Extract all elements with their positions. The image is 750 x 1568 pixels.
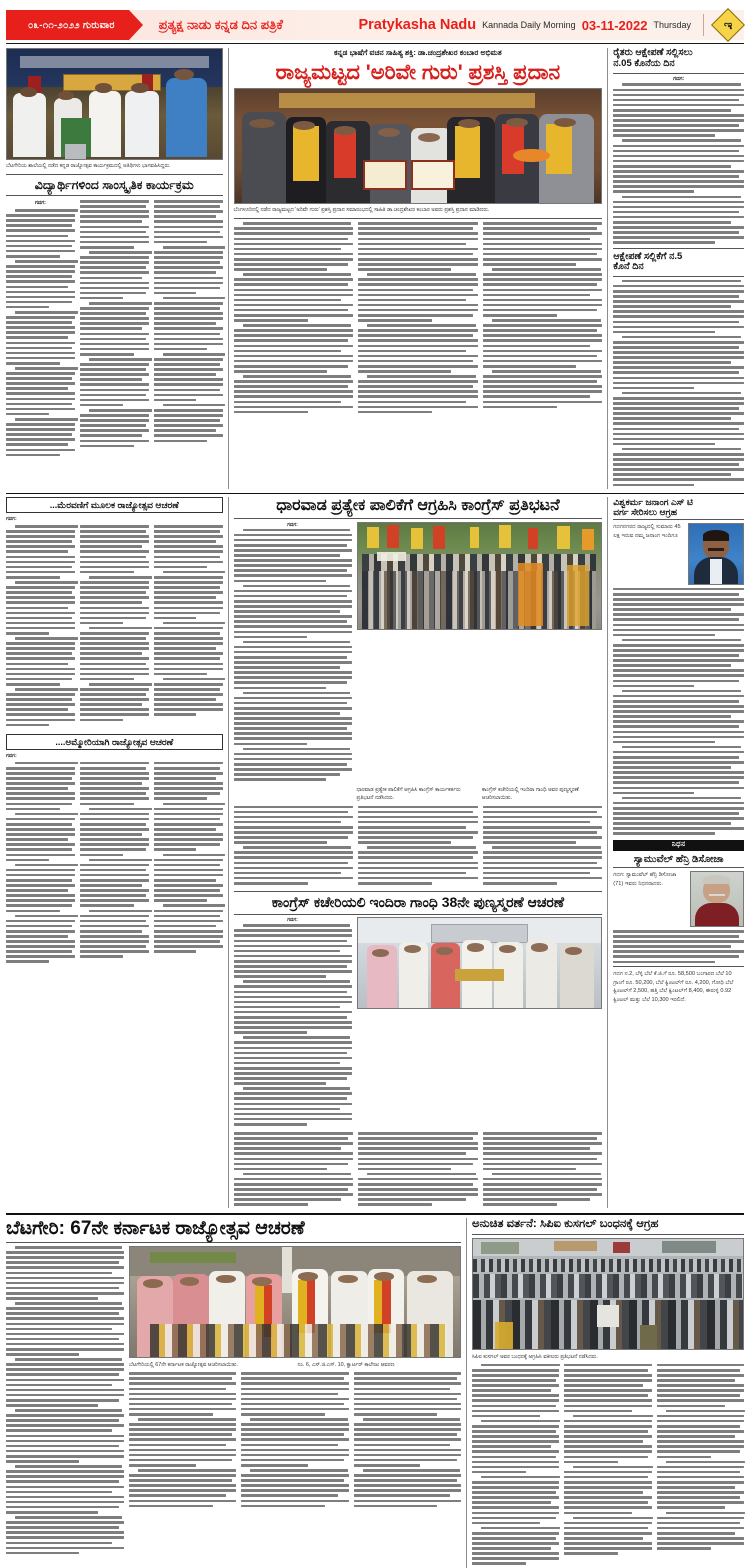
lead-kicker: ಕನ್ನಡ ಭಾಷೆಗೆ ವಚನ ಸಾಹಿತ್ಯ ಶಕ್ತಿ: ಡಾ.ಚಂದ್ರಶೇಖರ ಕಂಬಾರ ಅಭಿಮತ xyxy=(334,48,502,58)
mid-band-top-rule xyxy=(6,493,744,494)
mid-center-lead-word: ಗದಗ: xyxy=(287,521,298,528)
lead-headline: ರಾಜ್ಯಮಟ್ಟದ 'ಅರಿವೇ ಗುರು' ಪ್ರಶಸ್ತಿ ಪ್ರದಾನ xyxy=(275,60,561,84)
bottom-right-caption: ಸಿಪಿಐ ಕುಸಗಲ್ ಅವರ ಬಂಧನಕ್ಕೆ ಆಗ್ರಹಿಸಿ ವಕೀಲರು ಪ್ರತಿಭಟನೆ ನಡೆಸಿದರು. xyxy=(472,1353,598,1360)
bottom-left-note-1: ನಂ. 6, ಎಸ್.ಜಿ.ಎಸ್. 10, ಕ್ವಾರ್ಟರ್ ಕಾಲೇಜು ಆವರಣ xyxy=(297,1362,395,1369)
mid-center2-col-a xyxy=(234,917,352,1128)
left-top-photo-caption: ಬೆಟಗೇರಿಯ ಶಾಲೆಯಲ್ಲಿ ನಡೆದ ಕನ್ನಡ ರಾಜ್ಯೋತ್ಸವ ಕಾರ್ಯಕ್ರಮದಲ್ಲಿ ಅತಿಥಿಗಳು ಭಾಗವಹಿಸಿದ್ದರು. xyxy=(6,163,171,170)
bottom-divider xyxy=(466,1218,467,1568)
bottom-right-rule xyxy=(472,1234,744,1235)
bottom-left-col-a xyxy=(6,1246,124,1557)
mid-center2-lead-word: ಗದಗ: xyxy=(287,917,298,924)
lead-photo xyxy=(234,88,603,204)
bottom-left-section xyxy=(6,1218,461,1568)
mid-center-caption-left: ಧಾರವಾಡ ಪ್ರತ್ಯೇಕ ಪಾಲಿಕೆಗೆ ಆಗ್ರಹಿಸಿ ಕಾಂಗ್ರೆಸ್ ಕಾರ್ಯಕರ್ತರು ಪ್ರತಿಭಟನೆ ನಡೆಸಿದರು. xyxy=(356,787,461,802)
obituary-extra-lines xyxy=(613,930,744,963)
mid-center2-photo-block xyxy=(357,917,603,1128)
mid-center2-body-columns xyxy=(234,1132,603,1208)
mid-center-body-columns xyxy=(234,806,603,888)
left-lead-word: ಗದಗ: xyxy=(34,200,46,207)
left-top-headline: ವಿದ್ಯಾರ್ಥಿಗಳಿಂದ ಸಾಂಸ್ಕೃತಿಕ ಕಾರ್ಯಕ್ರಮ xyxy=(34,178,194,193)
mid-right-body xyxy=(613,588,744,835)
mid-left2-col-1 xyxy=(6,762,75,966)
mid-right-headline-line2: ವರ್ಗ ಸೇರಿಸಲು ಆಗ್ರಹ xyxy=(613,507,677,517)
left-column xyxy=(6,48,223,488)
masthead-divider xyxy=(703,14,704,36)
mid-left-col-3 xyxy=(154,525,223,729)
bottom-right-col-1 xyxy=(472,1364,559,1568)
right-rule-2 xyxy=(613,248,744,249)
center-body-col-2 xyxy=(358,222,478,416)
center-column xyxy=(234,48,603,488)
masthead-logo-glyph: ಇ xyxy=(723,16,733,32)
mid-divider-1 xyxy=(228,497,229,1209)
left-body-col-2 xyxy=(80,200,149,459)
right-headline-2-line1: ಆಕ್ಷೇಪಣೆ ಸಲ್ಲಿಕೆಗೆ ನ.5 xyxy=(613,250,683,262)
masthead-right-group xyxy=(358,13,744,37)
center-body-col-1 xyxy=(234,222,354,416)
mid-divider-2 xyxy=(607,497,608,1209)
right-headline-1-line1: ರೈತರು ಆಕ್ಷೇಪಣೆ ಸಲ್ಲಿಸಲು xyxy=(613,47,693,59)
mid-center-second-row xyxy=(234,917,603,1128)
indira-memorial-photo xyxy=(357,917,603,1009)
mid-left-column xyxy=(6,497,223,1209)
masthead-kannada-title: ಪ್ರತ್ಯಕ್ಷ ನಾಡು ಕನ್ನಡ ದಿನ ಪತ್ರಿಕೆ xyxy=(158,17,283,32)
bottom-left-b-col-2 xyxy=(241,1372,348,1510)
top-zone xyxy=(6,48,744,488)
mid-center2-b-col-2 xyxy=(358,1132,478,1208)
bottom-right-col-2 xyxy=(564,1364,651,1568)
bottom-left-caption: ಬೆಟಗೇರಿಯಲ್ಲಿ 67ನೇ ಕರ್ನಾಟಕ ರಾಜ್ಯೋತ್ಸವ ಆಚರಿಸಲಾಯಿತು. xyxy=(129,1362,238,1369)
right-rule-3 xyxy=(613,276,744,277)
mid-right-intro-row xyxy=(613,523,744,585)
bottom-left-b-col-3 xyxy=(354,1372,461,1510)
mid-center-photo-block xyxy=(357,522,603,784)
bottom-right-headline: ಅನುಚಿತ ವರ್ತನೆ: ಸಿಪಿಐ ಕುಸಗಲ್ ಬಂಧನಕ್ಕೆ ಆಗ್ರಹ xyxy=(472,1218,659,1231)
mid-center2-b-col-1 xyxy=(234,1132,354,1208)
obituary-name: ಸ್ಯಾಮುವೆಲ್ ಹೆನ್ರಿ ಡಿಸೋಜಾ xyxy=(633,853,724,865)
mid-center2-b-col-3 xyxy=(483,1132,603,1208)
mid-left-body-columns-2 xyxy=(6,762,223,966)
market-footer-text: ಗದಗ ನ.2, ಬೆಳ್ಳಿ ಬೆಲೆ ಕೆ.ಜಿ.ಗೆ ರೂ. 58,500 ಬಂಗಾರದ ಬೆಲೆ 10 ಗ್ರಾಂಗೆ ರೂ. 50,200, ಬೆಲೆ ಕ್ವಿಂಟಲ್‌ಗೆ ರೂ. 4,200, ಗೋಧಿ ಬೆಲೆ ಕ್ವಿಂಟಲ್‌ಗೆ 2,500, ಹತ್ತಿ ಬೆಲೆ ಕ್ವಿಂಟಲ್‌ಗೆ 8,400, ಈರುಳ್ಳಿ 0.92 ಕ್ವಿಂಟಲ್ ಮತ್ತು ಬೆಲೆ 10,300 ಇರಲಿದೆ. xyxy=(613,970,734,1003)
mid-right-headline-line1: ವಿಶ್ವಕರ್ಮ ಜನಾಂಗ ಎಸ್ ಟಿ xyxy=(613,496,693,507)
bottom-right-body-columns xyxy=(472,1364,744,1568)
mid-left-headline2-box xyxy=(6,734,223,750)
mid-center-b-col-1 xyxy=(234,806,354,888)
mid-left-headline-box xyxy=(6,497,223,513)
center-body-col-3 xyxy=(483,222,603,416)
obituary-portrait-photo xyxy=(690,871,744,927)
right-rule-1 xyxy=(613,73,744,74)
mid-right-column xyxy=(613,497,744,1209)
column-divider-2 xyxy=(607,48,608,488)
bottom-left-b-col-1 xyxy=(129,1372,236,1510)
left-body-col-1 xyxy=(6,200,75,459)
masthead-brand-subtitle: Kannada Daily Morning xyxy=(482,20,576,30)
mid-right-rule xyxy=(613,519,744,520)
mid-center-top-row xyxy=(234,522,603,784)
obituary-row xyxy=(613,871,744,927)
mid-center-rule-2 xyxy=(234,891,603,892)
bottom-left-rule xyxy=(6,1242,461,1243)
obituary-bar: ನಿಧನ xyxy=(613,840,744,851)
mid-left-headline-2: ....ಅಮ್ಮೋರಿಯಾಗಿ ರಾಜ್ಯೋತ್ಸವ ಆಚರಣೆ xyxy=(55,736,174,747)
masthead xyxy=(6,10,744,40)
column-divider-1 xyxy=(228,48,229,488)
lawyers-protest-photo xyxy=(472,1238,744,1350)
bottom-left-photo-block xyxy=(129,1246,461,1557)
mid-center-b-col-3 xyxy=(483,806,603,888)
mid-center-caption-row xyxy=(234,786,603,802)
left-body-col-3 xyxy=(154,200,223,459)
mid-center-caption-right: ಕಾಂಗ್ರೆಸ್ ಕಚೇರಿಯಲ್ಲಿ ಇಂದಿರಾ ಗಾಂಧಿ ಅವರ ಪುಣ್ಯಸ್ಮರಣೆ ಆಚರಿಸಲಾಯಿತು. xyxy=(481,787,579,802)
masthead-date-tab: ೦೩-೧೧-೨೦೨೨ ಗುರುವಾರ xyxy=(6,10,129,40)
mid-center-column xyxy=(234,497,603,1209)
bottom-band-rule xyxy=(6,1212,744,1215)
bottom-right-col-3 xyxy=(657,1364,744,1568)
mid-center-b-col-2 xyxy=(358,806,478,888)
right-body-2 xyxy=(613,280,744,486)
bottom-left-content xyxy=(6,1246,461,1557)
right-column xyxy=(613,48,744,488)
mid-left-headline: ...ಮೆರವಣಿಗೆ ಮೂಲಕ ರಾಜ್ಯೋತ್ಸವ ಆಚರಣೆ xyxy=(49,499,179,510)
mid-left-body-columns xyxy=(6,525,223,729)
vishwakarma-portrait-photo xyxy=(688,523,744,585)
market-rule xyxy=(613,966,744,967)
left-caption-rule xyxy=(6,174,223,175)
mid-left2-col-2 xyxy=(80,762,149,966)
mid-center-col-a xyxy=(234,522,352,784)
right-headline-2-line2: ಕೊನೆ ದಿನ xyxy=(613,261,644,273)
mid-center-rule xyxy=(234,518,603,519)
masthead-diamond-logo-icon xyxy=(711,8,745,42)
rajyotsava-salute-photo xyxy=(129,1246,461,1358)
obituary-body: ಗದಗ: ಸ್ಯಾಮುವೆಲ್ ಹೆನ್ರಿ ಡಿಸೋಜಾ (71) ಇವರು ನಿಧನರಾದರು. xyxy=(613,871,677,887)
mid-left2-col-3 xyxy=(154,762,223,966)
right-headline-1-line2: ನ.05 ಕೊನೆಯ ದಿನ xyxy=(613,58,675,70)
mid-band xyxy=(6,497,744,1209)
bottom-left-headline: ಬೆಟಗೇರಿ: 67ನೇ ಕರ್ನಾಟಕ ರಾಜ್ಯೋತ್ಸವ ಆಚರಣೆ xyxy=(6,1218,305,1240)
protest-crowd-photo xyxy=(357,522,603,630)
bottom-left-body-columns xyxy=(129,1372,461,1510)
left-headline-rule xyxy=(6,195,223,196)
bottom-band xyxy=(6,1218,744,1568)
center-body-columns xyxy=(234,222,603,416)
left-body-columns xyxy=(6,200,223,459)
bottom-left-caption-row xyxy=(129,1361,461,1369)
masthead-weekday: Thursday xyxy=(653,20,691,30)
mid-center-rule-3 xyxy=(234,914,603,915)
mid-left-lead-word: ಗದಗ: xyxy=(6,516,17,522)
masthead-brand: Pratykasha Nadu xyxy=(358,17,477,33)
mid-left-col-1 xyxy=(6,525,75,729)
right-body-1 xyxy=(613,76,744,244)
mid-right-byline: ಗದಗನಗರದ ರಾಜ್ಯದಲ್ಲಿ ಸುಮಾರು 45 ಲಕ್ಷ ಇರುವ ನಮ್ಮ ಜನಾಂಗ ಇಂದಿಗೂ xyxy=(613,523,681,539)
masthead-bottom-rule xyxy=(6,43,744,44)
right-lead-word: ಗದಗ: xyxy=(673,76,685,83)
mid-left-col-2 xyxy=(80,525,149,729)
mid-center-headline-2: ಕಾಂಗ್ರೆಸ್ ಕಚೇರಿಯಲಿ ಇಂದಿರಾ ಗಾಂಧಿ 38ನೇ ಪುಣ್ಯಸ್ಮರಣೆ ಆಚರಣೆ xyxy=(271,893,565,910)
mid-left-lead-word-2: ಗದಗ: xyxy=(6,752,17,759)
mid-center-headline: ಧಾರವಾಡ ಪ್ರತ್ಯೇಕ ಪಾಲಿಕೆಗೆ ಆಗ್ರಹಿಸಿ ಕಾಂಗ್ರೆಸ್ ಪ್ರತಿಭಟನೆ xyxy=(276,496,560,514)
lead-caption-rule xyxy=(234,218,603,219)
left-top-photo xyxy=(6,48,223,160)
obituary-rule xyxy=(613,867,744,868)
masthead-date-english: 03-11-2022 xyxy=(581,17,648,33)
lead-photo-caption: ಬೆಂಗಳೂರಿನಲ್ಲಿ ನಡೆದ ರಾಜ್ಯಮಟ್ಟದ 'ಅರಿವೇ ಗುರು' ಪ್ರಶಸ್ತಿ ಪ್ರದಾನ ಸಮಾರಂಭದಲ್ಲಿ ಸಾಹಿತಿ ಡಾ.ಚಂದ್ರಶೇಖರ ಕಂಬಾರ ಅವರು ಪ್ರಶಸ್ತಿ ಪ್ರದಾನ ಮಾಡಿದರು. xyxy=(233,207,490,214)
bottom-right-section xyxy=(472,1218,744,1568)
